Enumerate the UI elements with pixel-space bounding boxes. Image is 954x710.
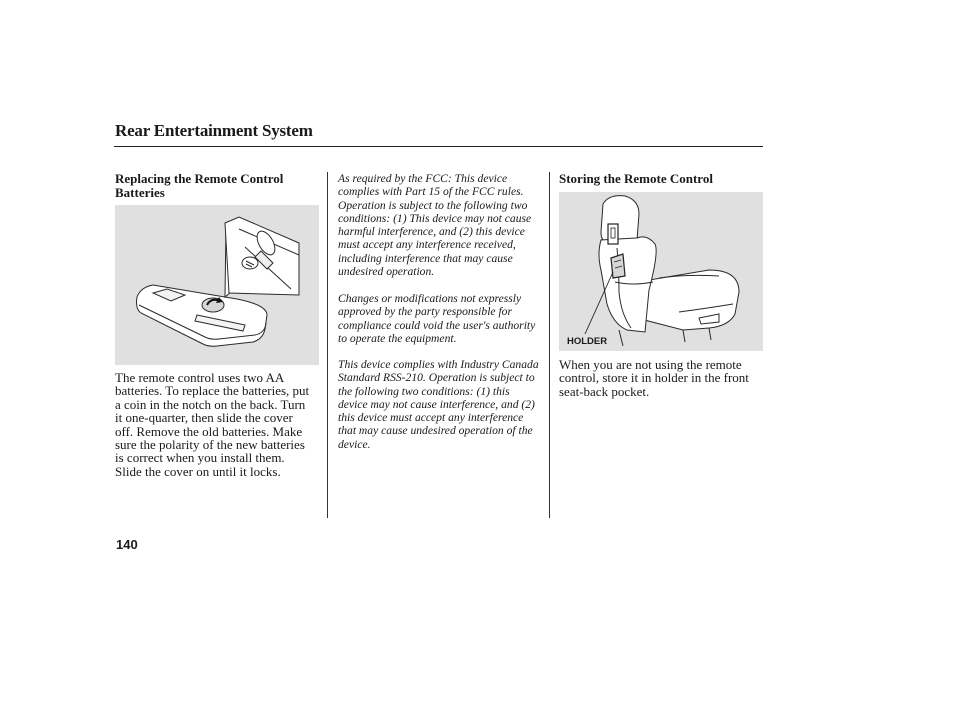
remote-battery-figure: [115, 205, 319, 365]
battery-instructions: The remote control uses two AA batteries. To replace the batteries, put a coin in the notch on the back. Turn it one-quarter, then slide the cover off. Remove the old batteries. Make sure the polarity of the new batteries is correct when you install them. Slide the cover on until it locks.: [115, 370, 310, 479]
storing-heading: Storing the Remote Control: [559, 171, 713, 186]
seat-holder-illustration: [559, 192, 763, 351]
battery-heading: Replacing the Remote Control Batteries: [115, 171, 284, 200]
modifications-notice: Changes or modifications not expressly approved by the party responsible for compliance could void the user's authority to operate the equipment.: [338, 292, 536, 345]
remote-battery-illustration: [115, 205, 319, 365]
seat-holder-figure: [559, 192, 763, 351]
holder-label: HOLDER: [567, 336, 608, 347]
title-rule: [114, 146, 763, 147]
section-title: Rear Entertainment System: [115, 121, 313, 140]
storing-instructions: When you are not using the remote control, store it in holder in the front seat-back pocket.: [559, 357, 749, 399]
fcc-notice: As required by the FCC: This device complies with Part 15 of the FCC rules. Operation is subject to the following two conditions: (1) This device may not cause harmful interference, and (2) this device must accept any interference received, including interference that may cause undesired operation.: [338, 172, 532, 279]
page-number: 140: [116, 537, 138, 552]
column-divider-right: [549, 172, 550, 518]
canada-notice: This device complies with Industry Canada Standard RSS-210. Operation is subject to the following two conditions: (1) this device may not cause interference, and (2) this device must accept any interference that may cause undesired operation of the device.: [338, 358, 539, 451]
column-divider-left: [327, 172, 328, 518]
